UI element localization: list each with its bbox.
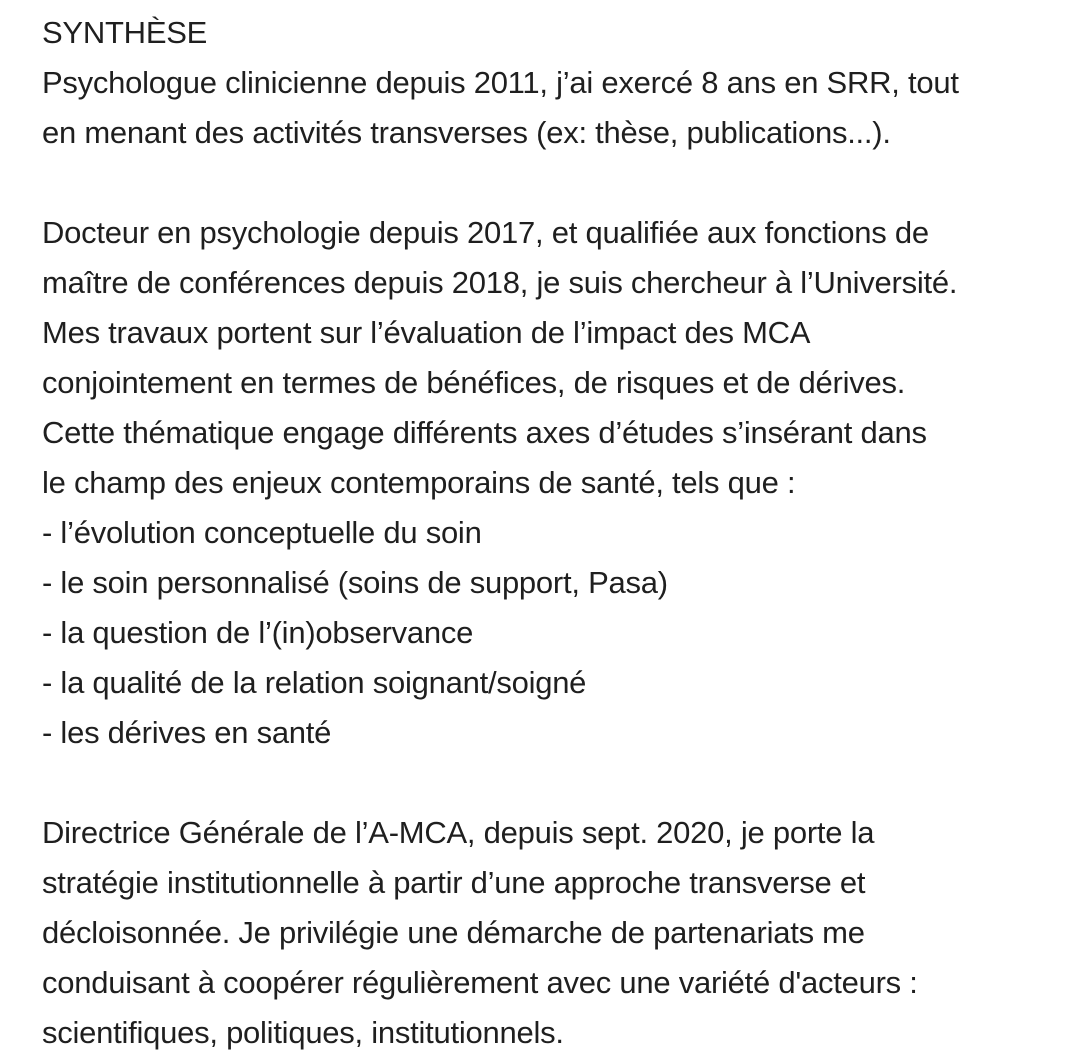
paragraph-intro bbox=[42, 58, 1057, 158]
text-line: scientifiques, politiques, institutionnels. bbox=[42, 1015, 564, 1050]
text-line: en menant des activités transverses (ex: thèse, publications...). bbox=[42, 115, 891, 150]
research-axes-list bbox=[42, 508, 1057, 758]
text-line: conduisant à coopérer régulièrement avec une variété d'acteurs : bbox=[42, 965, 918, 1000]
text-line: stratégie institutionnelle à partir d’une approche transverse et bbox=[42, 865, 866, 900]
text-line: Docteur en psychologie depuis 2017, et qualifiée aux fonctions de bbox=[42, 215, 929, 250]
text-line: Cette thématique engage différents axes d’études s’insérant dans bbox=[42, 415, 927, 450]
text-line: Mes travaux portent sur l’évaluation de l’impact des MCA bbox=[42, 315, 811, 350]
text-line: conjointement en termes de bénéfices, de risques et de dérives. bbox=[42, 365, 906, 400]
text-line: Directrice Générale de l’A-MCA, depuis sept. 2020, je porte la bbox=[42, 815, 875, 850]
paragraph-spacer bbox=[42, 758, 1057, 808]
list-item: - l’évolution conceptuelle du soin bbox=[42, 515, 482, 550]
text-line: Psychologue clinicienne depuis 2011, j’ai exercé 8 ans en SRR, tout bbox=[42, 65, 959, 100]
section-heading: SYNTHÈSE bbox=[42, 15, 208, 50]
paragraph-research bbox=[42, 208, 1057, 508]
list-item: - la question de l’(in)observance bbox=[42, 615, 474, 650]
list-item: - la qualité de la relation soignant/soigné bbox=[42, 665, 587, 700]
paragraph-spacer bbox=[42, 158, 1057, 208]
paragraph-role bbox=[42, 808, 1057, 1058]
list-item: - le soin personnalisé (soins de support, Pasa) bbox=[42, 565, 668, 600]
list-item: - les dérives en santé bbox=[42, 715, 332, 750]
text-line: décloisonnée. Je privilégie une démarche de partenariats me bbox=[42, 915, 865, 950]
text-line: le champ des enjeux contemporains de santé, tels que : bbox=[42, 465, 796, 500]
text-line: maître de conférences depuis 2018, je suis chercheur à l’Université. bbox=[42, 265, 958, 300]
